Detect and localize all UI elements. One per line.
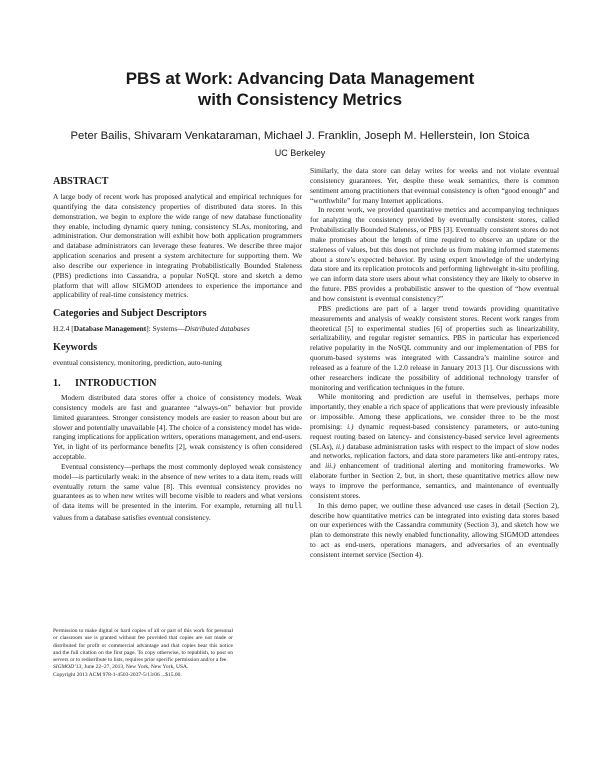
copyright-footnote	[53, 628, 233, 679]
footer-venue-details: June 22–27, 2013, New York, New York, USA.	[82, 664, 189, 671]
right-paragraph-2: In recent work, we provided quantitative metrics and accompanying techniques for analyzing the consistency provided by eventually consistent stores, called Probabilistically Bounded Staleness, or PBS [3]. Eventually consistent stores do not make promises about the length of time required to observe an update or the staleness of values, but this does not preclude us from making informed statements about a store’s expected behavior. By using expert knowledge of the underlying data store and its replication protocols and performing lightweight in-situ profiling, we can inform data store users about what consistency they are likely to observe in the future. PBS provides a probabilistic answer to the question of “how eventual and how consistent is eventual consistency?”	[310, 205, 559, 303]
categories-text	[53, 324, 302, 334]
categories-italic: Distributed databases	[184, 324, 250, 334]
right-paragraph-1: Similarly, the data store can delay writes for weeks and not violate eventual consistency guarantees. Yet, despite these weak semantics, there is common sentiment among practitioners that eventual consistency is often “good enough” and “worthwhile” for many Internet applications.	[310, 166, 559, 205]
keywords-text: eventual consistency, monitoring, prediction, auto-tuning	[53, 358, 222, 368]
footer-permission: Permission to make digital or hard copies of all or part of this work for personal or classroom use is granted without fee provided that copies are not made or distributed for profit or commercial advantage and that copies bear this notice and the full citation on the first page. To copy otherwise, to republish, to post on servers or to redistribute to lists, requires prior specific permission and/or a fee.	[53, 628, 233, 664]
author-list: Peter Bailis, Shivaram Venkataraman, Michael J. Franklin, Joseph M. Hellerstein, Ion Stoica	[70, 130, 530, 142]
left-column	[53, 176, 302, 523]
categories-mid: ]: Systems—	[146, 324, 185, 334]
right-column	[310, 166, 559, 560]
right-paragraph-5: In this demo paper, we outline these advanced use cases in detail (Section 2), describe how quantitative metrics can be integrated into existing data stores based on our experiences with the Cassandra community (Section 3), and sketch how we plan to demonstrate this newly enabled functionality, allowing SIGMOD attendees to act as end-users, operations managers, and adversaries of an eventually consistent internet service (Section 4).	[310, 500, 559, 559]
categories-heading: Categories and Subject Descriptors	[53, 308, 207, 320]
intro-p2-part-b: values from a database satisfies eventual consistency.	[53, 513, 211, 523]
abstract-heading: ABSTRACT	[53, 176, 109, 187]
intro-paragraph-2	[53, 462, 302, 523]
intro-p2-code: null	[285, 503, 302, 512]
intro-paragraph-1: Modern distributed data stores offer a choice of consistency models. Weak consistency models are fast and guarantee “always-on” behavior but provide limited guarantees. Stronger consistency models are easier to reason about but are slower and potentially unavailable [4]. The choice of a consistency model has wide-ranging implications for application writers, operations management, and end-users. Yet, in light of its performance benefits [2], weak consistency is often considered acceptable.	[53, 392, 302, 462]
right-paragraph-4	[310, 392, 559, 500]
categories-prefix: H.2.4 [	[53, 324, 74, 334]
right-p4-part-c: database administration tasks with respect to the impact of slow nodes and networks, replication factors, and data store parameters like anti-entropy rates, and	[310, 441, 559, 471]
abstract-text: A large body of recent work has proposed analytical and empirical techniques for quantifying the data consistency properties of distributed data stores. In this demonstration, we begin to explore the wide range of new database functionality they enable, including dynamic query tuning, consistency SLAs, monitoring, and administration. Our demonstration will exhibit how both application programmers and database administrators can leverage these features. We describe three major application scenarios and present a system architecture for supporting them. We also describe our experience in integrating Probabilistically Bounded Staleness (PBS) predictions into Cassandra, a popular NoSQL store and sketch a demo platform that will allow SIGMOD attendees to experience the importance and applicability of real-time consistency metrics.	[53, 192, 302, 300]
right-p4-part-b: dynamic request-based consistency parameters, or auto-tuning request routing based on latency- and consistency-based service level agreements (SLAs),	[310, 421, 559, 451]
introduction-number: 1.	[53, 377, 61, 389]
paper-title	[0, 68, 600, 110]
right-p4-enum-3: iii.)	[325, 461, 336, 471]
right-p4-part-d: enhancement of traditional alerting and monitoring frameworks. We elaborate further in Section 2, but, in short, these quantitative metrics allow new ways to improve the performance, semantics, and maintenance of eventually consistent stores.	[310, 461, 559, 500]
keywords-heading: Keywords	[53, 342, 98, 354]
categories-bold: Database Management	[73, 324, 147, 334]
right-p4-enum-1: i.)	[347, 421, 354, 431]
title-line-2: with Consistency Metrics	[197, 90, 403, 109]
footer-venue-name: SIGMOD’13,	[53, 664, 83, 671]
footer-venue	[53, 664, 233, 671]
right-p4-enum-2: ii.)	[335, 441, 345, 451]
title-line-1: PBS at Work: Advancing Data Management	[125, 69, 475, 88]
intro-p2-part-a: Eventual consistency—perhaps the most commonly deployed weak consistency model—is particularly weak: in the absence of new writes to a data item, reads will eventually return the same value [8]. This eventual consistency provides no guarantees as to when new writes will become visible to readers and what versions of data items will be presented in the interim. For example, returning all	[53, 461, 302, 511]
right-p4-part-a: While monitoring and prediction are useful in themselves, perhaps more importantly, they enable a rich space of applications that were previously infeasible or impossible. Among these applications, we consider three to be the most promising:	[310, 392, 559, 431]
affiliation: UC Berkeley	[274, 148, 326, 158]
footer-copyright: Copyright 2013 ACM 978-1-4503-2037-5/13/06 ...$15.00.	[53, 671, 182, 678]
introduction-title: INTRODUCTION	[75, 377, 157, 389]
right-paragraph-3: PBS predictions are part of a larger trend towards providing quantitative measurements and analysis of weakly consistent stores. Recent work ranges from theoretical [5] to experimental studies [6] of properties such as linearizability, serializability, and regular register semantics. PBS in particular has experienced relative popularity in the NoSQL community and our implementation of PBS for quorum-based systems was integrated with Cassandra’s mainline source and released as a feature of the 1.2.0 release in January 2013 [1]. Our discussions with other researchers indicate the possibility of additional technology transfer of monitoring and verification techniques in the future.	[310, 303, 559, 392]
introduction-heading	[53, 378, 302, 390]
